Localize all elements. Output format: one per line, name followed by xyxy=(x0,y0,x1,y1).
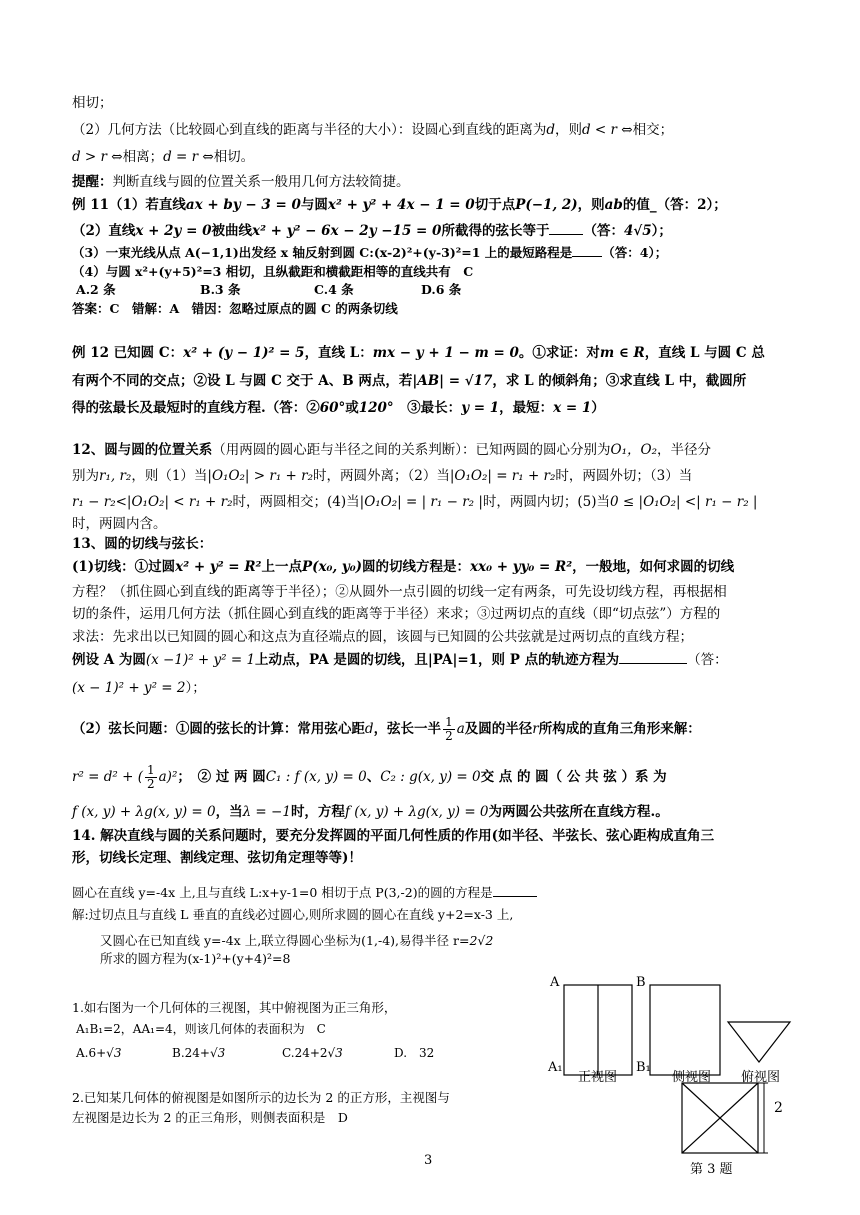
text: 求法：先求出以已知圆的圆心和这点为直径端点的圆，该圆与已知圆的公共弦就是过两切点的直线方程； xyxy=(72,629,693,645)
text: ； ② 过 两 圆 xyxy=(177,769,266,785)
text: 例 12 已知圆 C： xyxy=(72,345,184,361)
math: a)² xyxy=(158,769,178,785)
text: (1)切线：①过圆 xyxy=(72,559,176,575)
math: |O₁O₂| = | r₁ − r₂ | xyxy=(359,494,483,510)
text: ）； xyxy=(651,223,672,239)
denominator: 2 xyxy=(146,777,155,791)
math: ab xyxy=(604,197,623,213)
section-13-2 xyxy=(72,582,812,602)
text: 及圆的半径 xyxy=(464,721,533,737)
chord-formula xyxy=(72,764,812,791)
math: x² + (y − 1)² = 5 xyxy=(183,345,305,361)
text: 答案：C 错解：A 错因：忽略过原点的圆 C 的两条切线 xyxy=(72,301,398,316)
choice-a: A.2 条 xyxy=(76,282,116,297)
choice-a: A.6+ xyxy=(76,1046,107,1060)
math: r² = d² + ( xyxy=(72,769,143,785)
line-2 xyxy=(72,120,812,140)
text: 所求的圆方程为(x-1)²+(y+4)²=8 xyxy=(100,951,291,966)
top-view-label: 俯视图 xyxy=(741,1070,781,1085)
text: 又圆心在已知直线 y=-4x 上,联立得圆心坐标为(1,-4),易得半径 r= xyxy=(100,933,470,948)
text: ） xyxy=(591,400,605,416)
example-tangent xyxy=(72,650,812,670)
text: 时，方程 xyxy=(290,804,345,820)
section-14-1 xyxy=(72,826,812,846)
math: d > r ⇔ xyxy=(72,149,123,165)
choice-c: C.4 条 xyxy=(314,282,354,297)
text: 上动点，PA 是圆的切线，且|PA|=1，则 P 点的轨迹方程为 xyxy=(255,652,620,668)
label-a: A xyxy=(550,975,560,990)
answer-blank xyxy=(549,234,583,235)
solution-3 xyxy=(100,949,840,969)
math: C₂ : g(x, y) = 0 xyxy=(380,769,481,785)
section-12-4 xyxy=(72,514,812,534)
text: 例 11（1）若直线 xyxy=(72,197,186,213)
math: √3 xyxy=(327,1046,343,1060)
solution-1 xyxy=(72,905,812,925)
text: 圆的切线方程是： xyxy=(362,559,470,575)
math: ax + by − 3 = 0 xyxy=(185,197,301,213)
text: 上一点 xyxy=(261,559,302,575)
text: 切的条件，运用几何方法（抓住圆心到直线的距离等于半径）来求；③过两切点的直线（即“切点弦”）方程的 xyxy=(72,606,721,622)
numerator: 1 xyxy=(445,715,453,729)
text: ，则 xyxy=(577,197,605,213)
text: 为两圆公共弦所在直线方程.。 xyxy=(488,804,669,820)
text: 相切； xyxy=(72,95,113,111)
text: ，当 xyxy=(215,804,243,820)
math: a xyxy=(456,721,465,737)
text: （答： xyxy=(687,652,728,668)
text: 左视图是边长为 2 的正三角形，则侧表面积是 D xyxy=(72,1110,348,1125)
numerator: 1 xyxy=(146,763,155,777)
text: 解:过切点且与直线 L 垂直的直线必过圆心,则所求圆的圆心在直线 y+2=x-3 上, xyxy=(72,907,514,922)
text: 方程？（抓住圆心到直线的距离等于半径）；②从圆外一点引圆的切线一定有两条，可先设切线方程，再根据相 xyxy=(72,584,727,600)
text: 时，两圆内切；(5)当 xyxy=(482,494,611,510)
text: ，直线 L： xyxy=(304,345,373,361)
example-11-2 xyxy=(72,221,812,241)
text: ，弦长一半 xyxy=(373,721,442,737)
text: 所截得的弦长等于 xyxy=(441,223,550,239)
text: 、 xyxy=(366,769,381,785)
example-11-1 xyxy=(72,195,812,215)
text: A₁B₁=2，AA₁=4，则该几何体的表面积为 C xyxy=(76,1022,326,1036)
text: 2.已知某几何体的俯视图是如图所示的边长为 2 的正方形，主视图与 xyxy=(72,1090,450,1105)
chord-length xyxy=(72,716,812,750)
example-12-1 xyxy=(72,343,812,363)
math: r xyxy=(532,721,539,737)
section-12-1 xyxy=(72,440,812,460)
line-4 xyxy=(72,172,812,192)
math: f (x, y) + λg(x, y) = 0 xyxy=(344,804,489,820)
dimension-label: 2 xyxy=(774,1100,783,1116)
text: ，则（1）当 xyxy=(131,468,208,484)
example-11-3 xyxy=(72,243,812,263)
text: 切于点 xyxy=(474,197,516,213)
math: (x − 1)² + y² = 2 xyxy=(72,680,186,696)
math: 60° xyxy=(319,400,346,416)
text: 的值_（答：2）； xyxy=(622,197,727,213)
math: d xyxy=(364,721,374,737)
label-a1: A₁ xyxy=(548,1060,563,1075)
math: x² + y² − 6x − 2y −15 = 0 xyxy=(252,223,442,239)
figure-caption: 第 3 题 xyxy=(690,1162,733,1177)
section-13-1 xyxy=(72,557,812,577)
text: （3）一束光线从点 A(−1,1)出发经 x 轴反射到圆 C:(x-2)²+(y-3)²=1 上的最短路程是 xyxy=(72,245,573,260)
example-12-2 xyxy=(72,371,812,391)
text: 例设 A 为圆 xyxy=(72,652,146,668)
example-12-3 xyxy=(72,398,812,418)
math: 4√5 xyxy=(623,223,652,239)
math: P(x₀, y₀) xyxy=(301,559,362,575)
text: （4）与圆 x²+(y+5)²=3 相切，且纵截距和横截距相等的直线共有 C xyxy=(72,264,474,279)
front-view-label: 正视图 xyxy=(578,1070,618,1085)
text: （2）几何方法（比较圆心到直线的距离与半径的大小）：设圆心到直线的距离为 xyxy=(72,122,547,138)
math: mx − y + 1 − m = 0 xyxy=(372,345,519,361)
text: ，一般地，如何求圆的切线 xyxy=(572,559,735,575)
text: 形，切线长定理、割线定理、弦切角定理等等)！ xyxy=(72,850,362,866)
answer-line xyxy=(72,299,812,319)
math: xx₀ + yy₀ = R² xyxy=(470,559,573,575)
math: d = r ⇔ xyxy=(163,149,214,165)
text: ，则 xyxy=(555,122,582,138)
answer-blank xyxy=(572,256,602,257)
text: ，半径分 xyxy=(657,442,712,458)
text: 被曲线 xyxy=(211,223,253,239)
math: √3 xyxy=(106,1046,122,1060)
label: 提醒： xyxy=(72,174,113,190)
section-12-2 xyxy=(72,466,812,486)
math: d < r ⇔ xyxy=(582,122,633,138)
section-13-4 xyxy=(72,627,812,647)
math: 2√2 xyxy=(469,933,494,948)
text: 14. 解决直线与圆的关系问题时，要充分发挥圆的平面几何性质的作用(如半径、半弦长、弦心距构成直角三 xyxy=(72,828,715,844)
choice-b: B.3 条 xyxy=(200,282,241,297)
text: 与圆 xyxy=(300,197,328,213)
text: 或 xyxy=(345,400,359,416)
text: ，求 L 的倾斜角；③求直线 L 中，截圆所 xyxy=(492,373,747,389)
fraction-half xyxy=(443,716,455,743)
choices xyxy=(76,280,816,300)
text: 所构成的直角三角形来解： xyxy=(538,721,701,737)
text: 相切。 xyxy=(213,149,255,165)
math: f (x, y) + λg(x, y) = 0 xyxy=(72,804,216,820)
text: 相交； xyxy=(632,122,674,138)
page-number: 3 xyxy=(424,1153,433,1168)
math: x + 2y = 0 xyxy=(135,223,212,239)
side-view-label: 侧视图 xyxy=(672,1070,712,1085)
math: P(−1, 2) xyxy=(515,197,578,213)
example-11-4 xyxy=(72,262,812,282)
text: （2）直线 xyxy=(72,223,136,239)
label-b: B xyxy=(636,975,646,990)
math: x = 1 xyxy=(553,400,592,416)
text: （答：4）； xyxy=(602,245,668,260)
line-1 xyxy=(72,93,812,113)
line-3 xyxy=(72,147,812,167)
side-view xyxy=(650,985,720,1075)
example-tangent-answer xyxy=(72,678,812,698)
math: (x −1)² + y² = 1 xyxy=(145,652,256,668)
section-14-2 xyxy=(72,848,812,868)
heading: 13、圆的切线与弦长： xyxy=(72,536,213,552)
text: （用两圆的圆心距与半径之间的关系判断）：已知两圆的圆心分别为 xyxy=(212,442,611,458)
text: 时，两圆外离；（2）当 xyxy=(313,468,450,484)
math: r₁ − r₂<|O₁O₂| < r₁ + r₂ xyxy=(72,494,233,510)
text: 别为 xyxy=(72,468,99,484)
text: 圆心在直线 y=-4x 上,且与直线 L:x+y-1=0 相切于点 P(3,-2)的圆的方程是 xyxy=(72,885,493,900)
text: 时，两圆外切；（3）当 xyxy=(555,468,693,484)
math: y = 1 xyxy=(461,400,500,416)
text: ，最短： xyxy=(499,400,554,416)
denominator: 2 xyxy=(445,729,453,743)
section-12-3 xyxy=(72,492,812,512)
math: C₁ : f (x, y) = 0 xyxy=(265,769,367,785)
text: 有两个不同的交点；②设 L 与圆 C 交于 A、B 两点，若 xyxy=(72,373,413,389)
problem-circle xyxy=(72,883,812,903)
text: ）； xyxy=(185,680,206,696)
text: 判断直线与圆的位置关系一般用几何方法较简捷。 xyxy=(112,174,410,190)
text: 时，两圆内含。 xyxy=(72,516,167,532)
choice-c: C.24+2 xyxy=(282,1046,328,1060)
common-chord xyxy=(72,802,812,822)
text: ③最长： xyxy=(393,400,462,416)
text: ，直线 L 与圆 C 总 xyxy=(644,345,765,361)
math: |O₁O₂| = r₁ + r₂ xyxy=(449,468,556,484)
text: 相离； xyxy=(122,149,164,165)
answer-blank xyxy=(619,663,687,664)
math: r₁, r₂ xyxy=(99,468,132,484)
text: 交 点 的 圆（ 公 共 弦 ）系 为 xyxy=(480,769,667,785)
label-b1: B₁ xyxy=(636,1060,651,1075)
math: 0 ≤ |O₁O₂| <| r₁ − r₂ | xyxy=(610,494,758,510)
top-view-triangle xyxy=(728,1022,790,1062)
math: d xyxy=(546,122,555,138)
heading: 12、圆与圆的位置关系 xyxy=(72,442,213,458)
math: x² + y² = R² xyxy=(175,559,262,575)
choice-d: D.6 条 xyxy=(421,282,462,297)
text: 。①求证：对 xyxy=(518,345,600,361)
text: （2）弦长问题：①圆的弦长的计算：常用弦心距 xyxy=(72,721,365,737)
choice-b: B.24+ xyxy=(172,1046,210,1060)
section-13-heading xyxy=(72,534,812,554)
math: O₁，O₂ xyxy=(610,442,658,458)
text: （答： xyxy=(583,223,624,239)
text: 1.如右图为一个几何体的三视图，其中俯视图为正三角形， xyxy=(72,1000,397,1015)
math: m ∈ R xyxy=(599,345,645,361)
math: √3 xyxy=(209,1046,226,1060)
fraction-half xyxy=(145,764,157,791)
choice-d: D. 32 xyxy=(394,1046,435,1060)
answer-blank xyxy=(493,896,537,897)
math: 120° xyxy=(358,400,394,416)
section-13-3 xyxy=(72,604,812,624)
math: |O₁O₂| > r₁ + r₂ xyxy=(207,468,313,484)
math: |AB| = √17 xyxy=(412,373,493,389)
solution-2 xyxy=(100,931,840,951)
text: 得的弦最长及最短时的直线方程.（答：② xyxy=(72,400,320,416)
math: λ = −1 xyxy=(242,804,291,820)
math: x² + y² + 4x − 1 = 0 xyxy=(327,197,475,213)
text: 时，两圆相交；(4)当 xyxy=(232,494,360,510)
